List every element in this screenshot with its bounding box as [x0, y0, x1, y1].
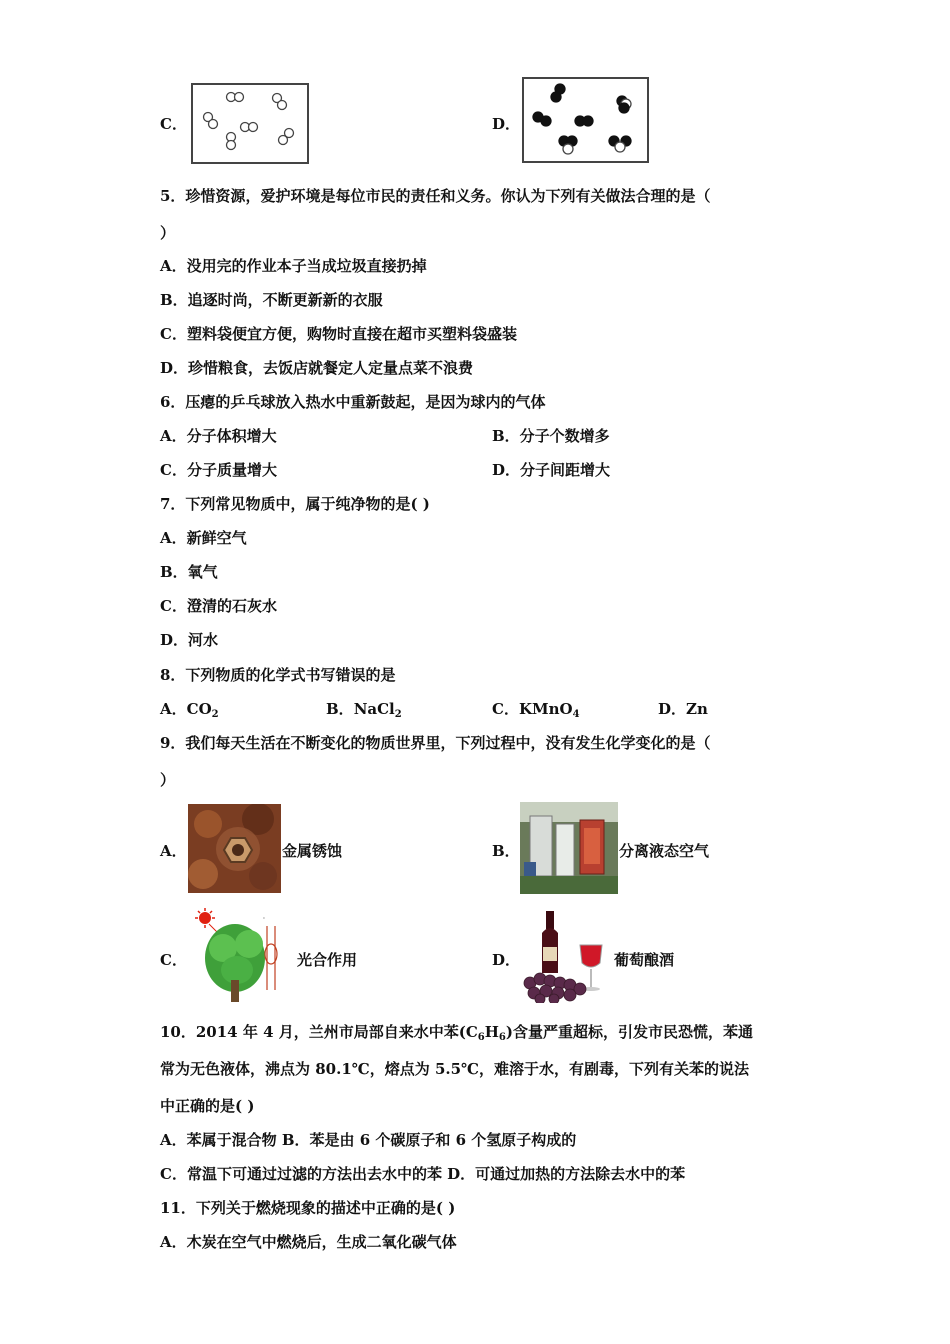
chemical-formula: Zn — [686, 700, 708, 718]
q6-option-c: C．分子质量增大 — [160, 461, 277, 479]
q7-option-c: C．澄清的石灰水 — [160, 597, 277, 615]
q10-options-ab: A．苯属于混合物 B．苯是由 6 个碳原子和 6 个氢原子构成的 — [160, 1131, 577, 1149]
option-label: C． — [492, 700, 519, 718]
q8-stem: 8．下列物质的化学式书写错误的是 — [160, 666, 396, 684]
wine-grapes-image — [520, 909, 612, 1003]
q5-stem: 5．珍惜资源，爱护环境是每位市民的责任和义务。你认为下列有关做法合理的是（ — [160, 187, 711, 205]
molecule-diagram-icon — [193, 85, 307, 162]
formula-subscript: 6 — [498, 1032, 506, 1043]
option-label: A． — [160, 700, 187, 718]
q4-option-d-diagram — [522, 77, 649, 163]
q8-option-d — [658, 699, 708, 719]
q4-option-c-diagram — [191, 83, 309, 164]
q11-stem: 11．下列关于燃烧现象的描述中正确的是( ) — [160, 1199, 456, 1217]
q6-option-d: D．分子间距增大 — [492, 461, 611, 479]
option-label: D． — [658, 700, 687, 718]
option-label: B． — [326, 700, 354, 718]
air-separation-plant-image — [520, 802, 618, 894]
q9-option-b-label: B． — [492, 842, 520, 860]
q9-stem: 9．我们每天生活在不断变化的物质世界里，下列过程中，没有发生化学变化的是（ — [160, 734, 711, 752]
q5-option-a: A．没用完的作业本子当成垃圾直接扔掉 — [160, 257, 427, 275]
q5-option-c: C．塑料袋便宜方便，购物时直接在超市买塑料袋盛装 — [160, 325, 517, 343]
q8-option-b — [326, 699, 402, 725]
q9-option-c-text: 光合作用 — [297, 951, 358, 969]
q9-option-b-text: 分离液态空气 — [619, 842, 710, 860]
q9-option-a-text: 金属锈蚀 — [282, 842, 343, 860]
q7-stem: 7．下列常见物质中，属于纯净物的是( ) — [160, 495, 430, 513]
q8-option-a — [160, 699, 219, 725]
formula-subscript: 4 — [572, 709, 580, 720]
chemical-formula: CO — [186, 700, 212, 718]
q7-option-d: D．河水 — [160, 631, 219, 649]
q8-option-c — [492, 699, 580, 725]
formula-subscript: 6 — [477, 1032, 485, 1043]
q4-option-d-label: D． — [492, 115, 521, 133]
q9-option-c-label: C． — [160, 951, 187, 969]
q10-stem-line-3: 中正确的是( ) — [160, 1097, 255, 1115]
q11-option-a: A．木炭在空气中燃烧后，生成二氧化碳气体 — [160, 1233, 457, 1251]
q5-stem-end: ） — [160, 224, 176, 242]
text-segment: H — [484, 1023, 499, 1041]
q7-option-a: A．新鲜空气 — [160, 529, 247, 547]
wine-bottle-icon — [520, 909, 612, 1003]
rusty-metal-image — [188, 804, 281, 893]
text-segment: )含量严重超标，引发市民恐慌，苯通 — [505, 1023, 753, 1041]
formula-subscript: 2 — [211, 709, 219, 720]
q10-options-cd: C．常温下可通过过滤的方法出去水中的苯 D．可通过加热的方法除去水中的苯 — [160, 1165, 686, 1183]
text-segment: 10．2014 年 4 月，兰州市局部自来水中苯(C — [160, 1023, 478, 1041]
q6-stem: 6．压瘪的乒乓球放入热水中重新鼓起，是因为球内的气体 — [160, 393, 546, 411]
tree-sun-icon — [193, 908, 291, 1003]
q4-option-c-label: C． — [160, 115, 187, 133]
q10-stem-line-1 — [160, 1022, 753, 1048]
q9-option-a-label: A． — [160, 842, 187, 860]
q5-option-b: B．追逐时尚，不断更新新的衣服 — [160, 291, 383, 309]
svg-text:·: · — [263, 916, 265, 922]
q9-option-d-text: 葡萄酿酒 — [614, 951, 675, 969]
q5-option-d: D．珍惜粮食，去饭店就餐定人定量点菜不浪费 — [160, 359, 474, 377]
molecule-diagram-icon — [524, 79, 647, 161]
q6-option-a: A．分子体积增大 — [160, 427, 277, 445]
q7-option-b: B．氧气 — [160, 563, 218, 581]
formula-subscript: 2 — [394, 709, 402, 720]
photosynthesis-image — [193, 908, 291, 1003]
q9-option-d-label: D． — [492, 951, 521, 969]
industrial-plant-icon — [520, 802, 618, 894]
chemical-formula: NaCl — [353, 700, 395, 718]
q10-stem-line-2: 常为无色液体，沸点为 80.1℃，熔点为 5.5℃，难溶于水，有剧毒，下列有关苯的说法 — [160, 1060, 750, 1078]
q9-stem-end: ） — [160, 771, 176, 789]
chemical-formula: KMnO — [518, 700, 573, 718]
rusty-bolt-icon — [188, 804, 281, 893]
q6-option-b: B．分子个数增多 — [492, 427, 610, 445]
